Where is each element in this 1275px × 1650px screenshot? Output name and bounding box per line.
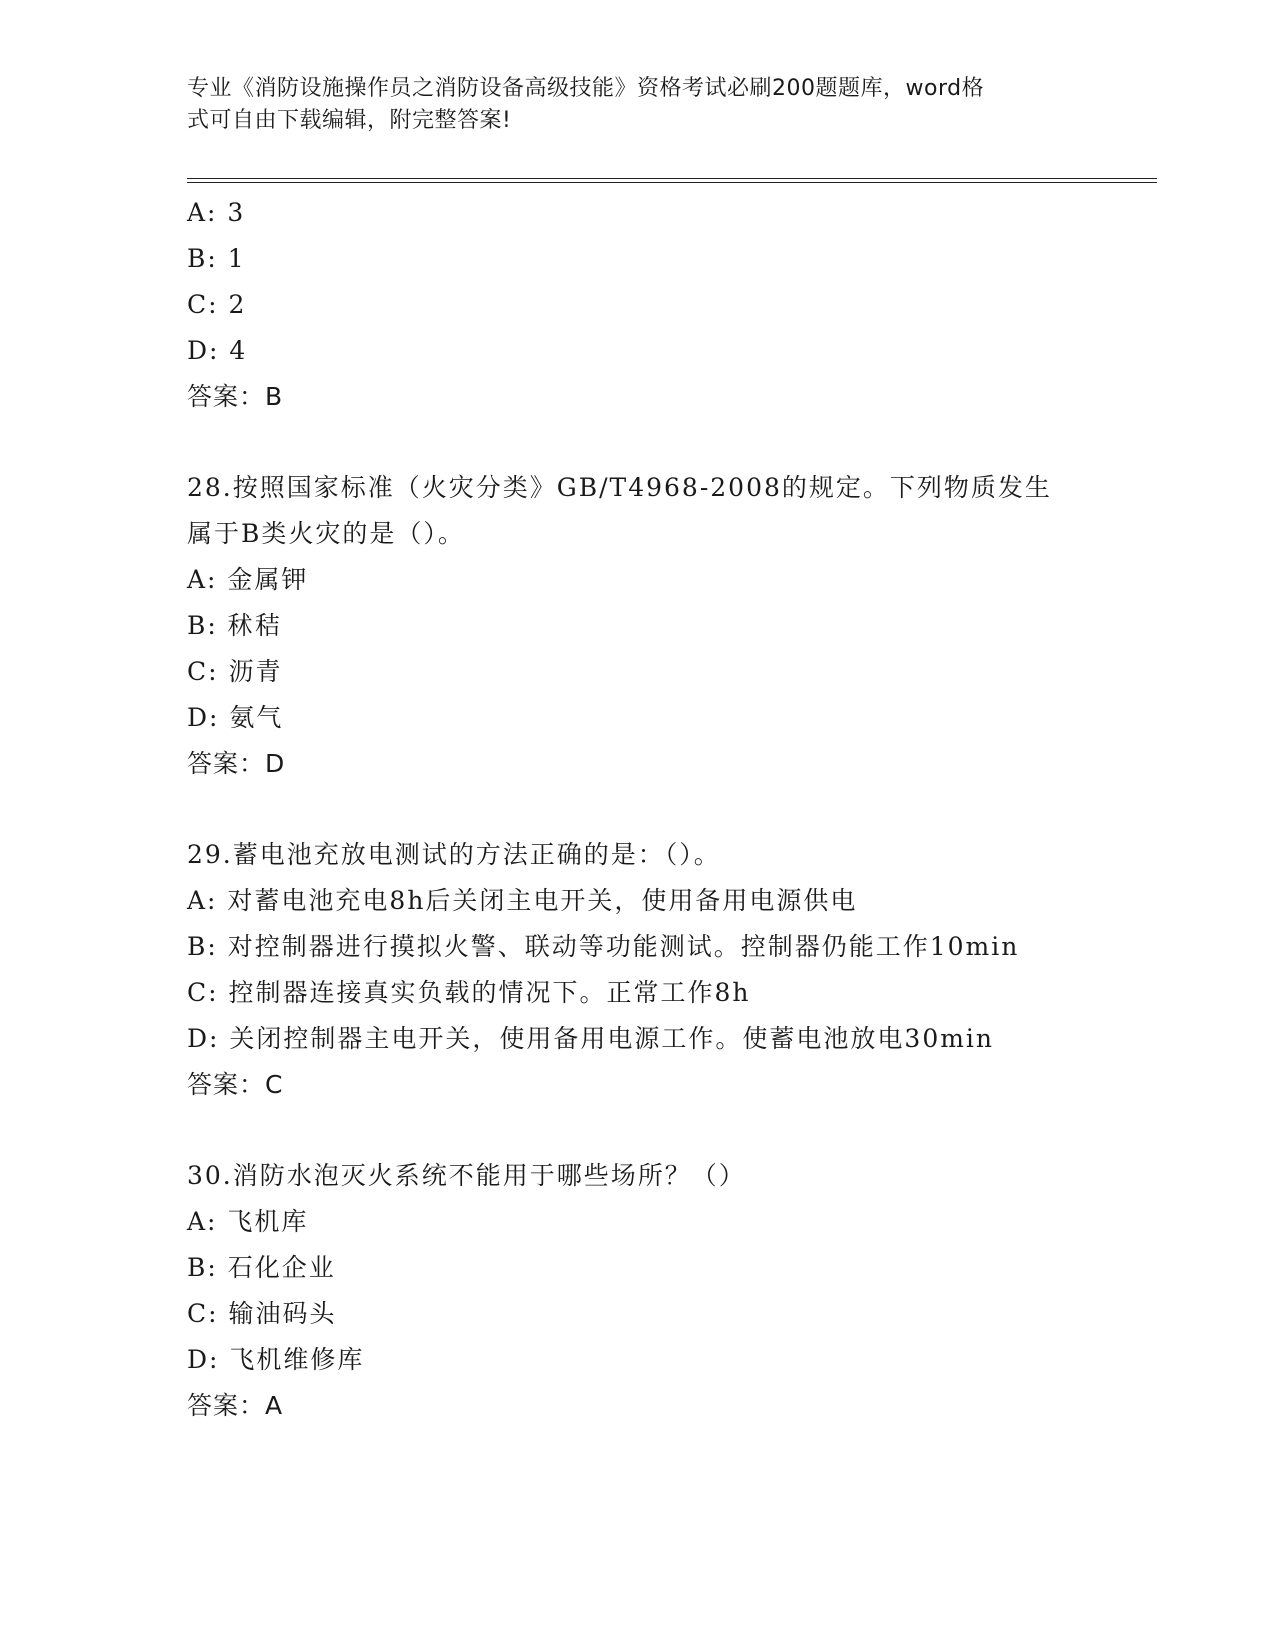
option-b: B: 对控制器进行摸拟火警、联动等功能测试。控制器仍能工作10min [187,932,1020,961]
answer-line: 答案：C [187,1070,284,1099]
option-b: B: 石化企业 [187,1253,336,1282]
option-d: D: 飞机维修库 [187,1345,365,1374]
question-gap [187,1108,1087,1153]
question-gap [187,787,1087,832]
option-b: B: 秫秸 [187,611,282,640]
question-block [187,190,1087,420]
document-header [187,73,1067,137]
answer-line: 答案：A [187,1391,284,1420]
question-block [187,1153,1087,1429]
option-c: C: 控制器连接真实负载的情况下。正常工作8h [187,978,751,1007]
option-c: C: 2 [187,290,247,319]
question-stem-line: 属于B类火灾的是（）。 [187,519,465,548]
question-stem-line: 28.按照国家标准（火灾分类》GB/T4968-2008的规定。下列物质发生 [187,473,1052,502]
option-d: D: 氨气 [187,703,284,732]
option-d: D: 4 [187,336,248,365]
question-stem-line: 29.蓄电池充放电测试的方法正确的是：（）。 [187,840,721,869]
question-gap [187,420,1087,465]
header-line-1: 专业《消防设施操作员之消防设备高级技能》资格考试必刷200题题库，word格 [187,76,985,101]
header-line-2: 式可自由下载编辑，附完整答案! [187,108,512,133]
option-d: D: 关闭控制器主电开关，使用备用电源工作。使蓄电池放电30min [187,1024,995,1053]
option-b: B: 1 [187,244,246,273]
option-a: A: 对蓄电池充电8h后关闭主电开关，使用备用电源供电 [187,886,858,915]
option-c: C: 输油码头 [187,1299,337,1328]
option-a: A: 3 [187,198,246,227]
answer-line: 答案：D [187,749,286,778]
question-block [187,832,1087,1108]
question-block [187,465,1087,787]
option-c: C: 沥青 [187,657,283,686]
option-a: A: 飞机库 [187,1207,309,1236]
answer-line: 答案：B [187,382,284,411]
question-stem-line: 30.消防水泡灭火系统不能用于哪些场所？（） [187,1161,746,1190]
option-a: A: 金属钾 [187,565,309,594]
header-divider [187,178,1157,183]
question-list [187,190,1087,1429]
